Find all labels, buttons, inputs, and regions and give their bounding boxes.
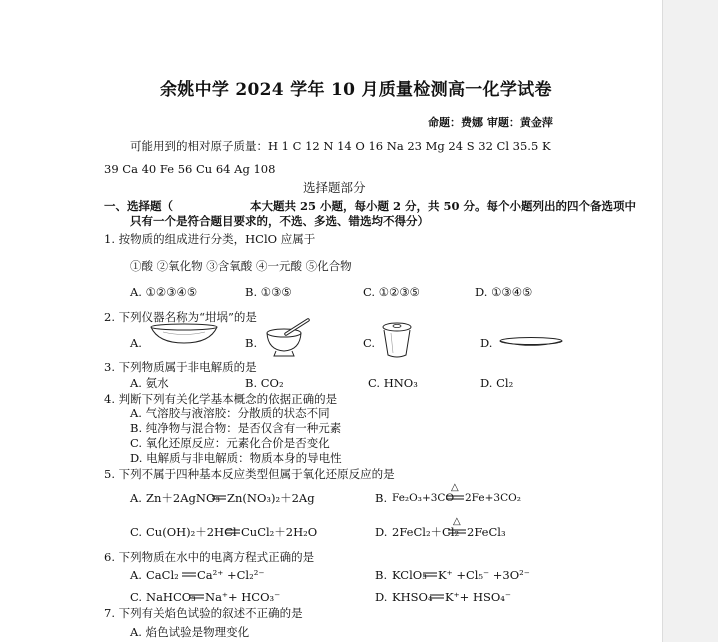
q6-option-d-equals-sign xyxy=(430,594,444,600)
q6-option-b-compound: KClO₃ xyxy=(392,568,427,582)
atomic-mass-line-1: 可能用到的相对原子质量：H 1 C 12 N 14 O 16 Na 23 Mg 24 S 32 Cl 35.5 K xyxy=(130,139,551,153)
q5-option-d-equals-sign xyxy=(448,529,466,535)
q7-option-a: A. 焰色试验是物理变化 xyxy=(130,625,250,639)
q4-option-c: C. 氧化还原反应：元素化合价是否变化 xyxy=(130,436,330,450)
q5-option-c-equals-sign xyxy=(226,529,240,535)
crucible-image xyxy=(380,321,414,361)
q6-option-c-equals-sign xyxy=(190,594,204,600)
q3-option-d: D. Cl₂ xyxy=(480,376,514,390)
part1-rule-line-1: 本大题共 25 小题，每小题 2 分，共 50 分。每个小题列出的四个备选项中 xyxy=(250,199,637,213)
q5-stem: 5. 下列不属于四种基本反应类型但属于氧化还原反应的是 xyxy=(104,467,395,481)
part1-label: 一、选择题（ xyxy=(104,199,173,213)
q5-option-d-condition: △ xyxy=(453,516,461,527)
q6-option-b-label: B. xyxy=(375,568,388,582)
q6-option-a-equals-sign xyxy=(182,572,196,578)
q4-option-b: B. 纯净物与混合物：是否仅含有一种元素 xyxy=(130,421,342,435)
q1-stem: 1. 按物质的组成进行分类，HClO 应属于 xyxy=(104,232,316,246)
q5-option-b-products: 2Fe+3CO₂ xyxy=(465,492,521,504)
exam-title: 余姚中学 2024 学年 10 月质量检测高一化学试卷 xyxy=(160,80,552,100)
q5-option-c-products: CuCl₂＋2H₂O xyxy=(241,525,318,539)
q6-option-a-label: A. xyxy=(130,568,142,582)
q4-option-d: D. 电解质与非电解质：物质本身的导电性 xyxy=(130,451,342,465)
q6-option-d-ions: K⁺+ HSO₄⁻ xyxy=(445,590,511,604)
q6-option-d-label: D. xyxy=(375,590,388,604)
part1-rule-line-2: 只有一个是符合题目要求的，不选、多选、错选均不得分） xyxy=(130,214,429,228)
q7-stem: 7. 下列有关焰色试验的叙述不正确的是 xyxy=(104,606,303,620)
q6-option-a-ions: Ca²⁺ +Cl₂²⁻ xyxy=(197,568,265,582)
q5-option-d-reactants: 2FeCl₂＋Cl₂ xyxy=(392,525,460,539)
q5-option-a-equals-sign xyxy=(212,495,226,501)
q5-option-b-label: B. xyxy=(375,491,388,505)
q6-option-b-equals-sign xyxy=(423,572,437,578)
q5-option-d-label: D. xyxy=(375,525,388,539)
q6-option-c-compound: NaHCO₃ xyxy=(146,590,196,604)
q2-option-b: B. xyxy=(245,336,258,350)
q1-option-b: B. ①③⑤ xyxy=(245,285,292,299)
q6-stem: 6. 下列物质在水中的电离方程式正确的是 xyxy=(104,550,315,564)
q6-option-c-ions: Na⁺+ HCO₃⁻ xyxy=(205,590,281,604)
author-credit: 命题：费娜 审题：黄金萍 xyxy=(428,116,553,129)
atomic-mass-line-2: 39 Ca 40 Fe 56 Cu 64 Ag 108 xyxy=(104,162,276,176)
q5-option-c-label: C. xyxy=(130,525,143,539)
q1-option-a: A. ①②③④⑤ xyxy=(130,285,198,299)
q5-option-b-reactants: Fe₂O₃+3CO xyxy=(392,492,455,504)
q4-option-a: A. 气溶胶与液溶胶：分散质的状态不同 xyxy=(130,406,330,420)
q5-option-c-reactants: Cu(OH)₂＋2HCl xyxy=(146,525,237,539)
q3-option-c: C. HNO₃ xyxy=(368,376,418,390)
q5-option-d-products: 2FeCl₃ xyxy=(467,525,506,539)
viewer-side-gutter xyxy=(662,0,718,642)
q1-option-c: C. ①②③⑤ xyxy=(363,285,420,299)
q3-option-a: A. 氨水 xyxy=(130,376,169,390)
mortar-and-pestle-image xyxy=(262,318,312,360)
evaporating-dish-image xyxy=(148,322,220,346)
section-title: 选择题部分 xyxy=(303,180,366,195)
q4-stem: 4. 判断下列有关化学基本概念的依据正确的是 xyxy=(104,392,338,406)
q6-option-a-compound: CaCl₂ xyxy=(146,568,179,582)
watch-glass-image xyxy=(498,335,564,351)
q2-stem: 2. 下列仪器名称为“坩埚”的是 xyxy=(104,310,257,324)
q2-option-a: A. xyxy=(130,336,142,350)
q2-option-d: D. xyxy=(480,336,493,350)
q6-option-d-compound: KHSO₄ xyxy=(392,590,433,604)
q1-items: ①酸 ②氧化物 ③含氧酸 ④一元酸 ⑤化合物 xyxy=(130,259,352,273)
q6-option-b-ions: K⁺ +Cl₅⁻ +3O²⁻ xyxy=(438,568,530,582)
q2-option-c: C. xyxy=(363,336,376,350)
q1-option-d: D. ①③④⑤ xyxy=(475,285,533,299)
q3-stem: 3. 下列物质属于非电解质的是 xyxy=(104,360,257,374)
q5-option-a-reactants: Zn＋2AgNO₃ xyxy=(146,491,220,505)
q5-option-a-label: A. xyxy=(130,491,142,505)
q5-option-a-products: Zn(NO₃)₂＋2Ag xyxy=(227,491,315,505)
q6-option-c-label: C. xyxy=(130,590,143,604)
q5-option-b-equals-sign xyxy=(446,495,464,501)
q5-option-b-condition: △ xyxy=(451,482,459,493)
q3-option-b: B. CO₂ xyxy=(245,376,284,390)
